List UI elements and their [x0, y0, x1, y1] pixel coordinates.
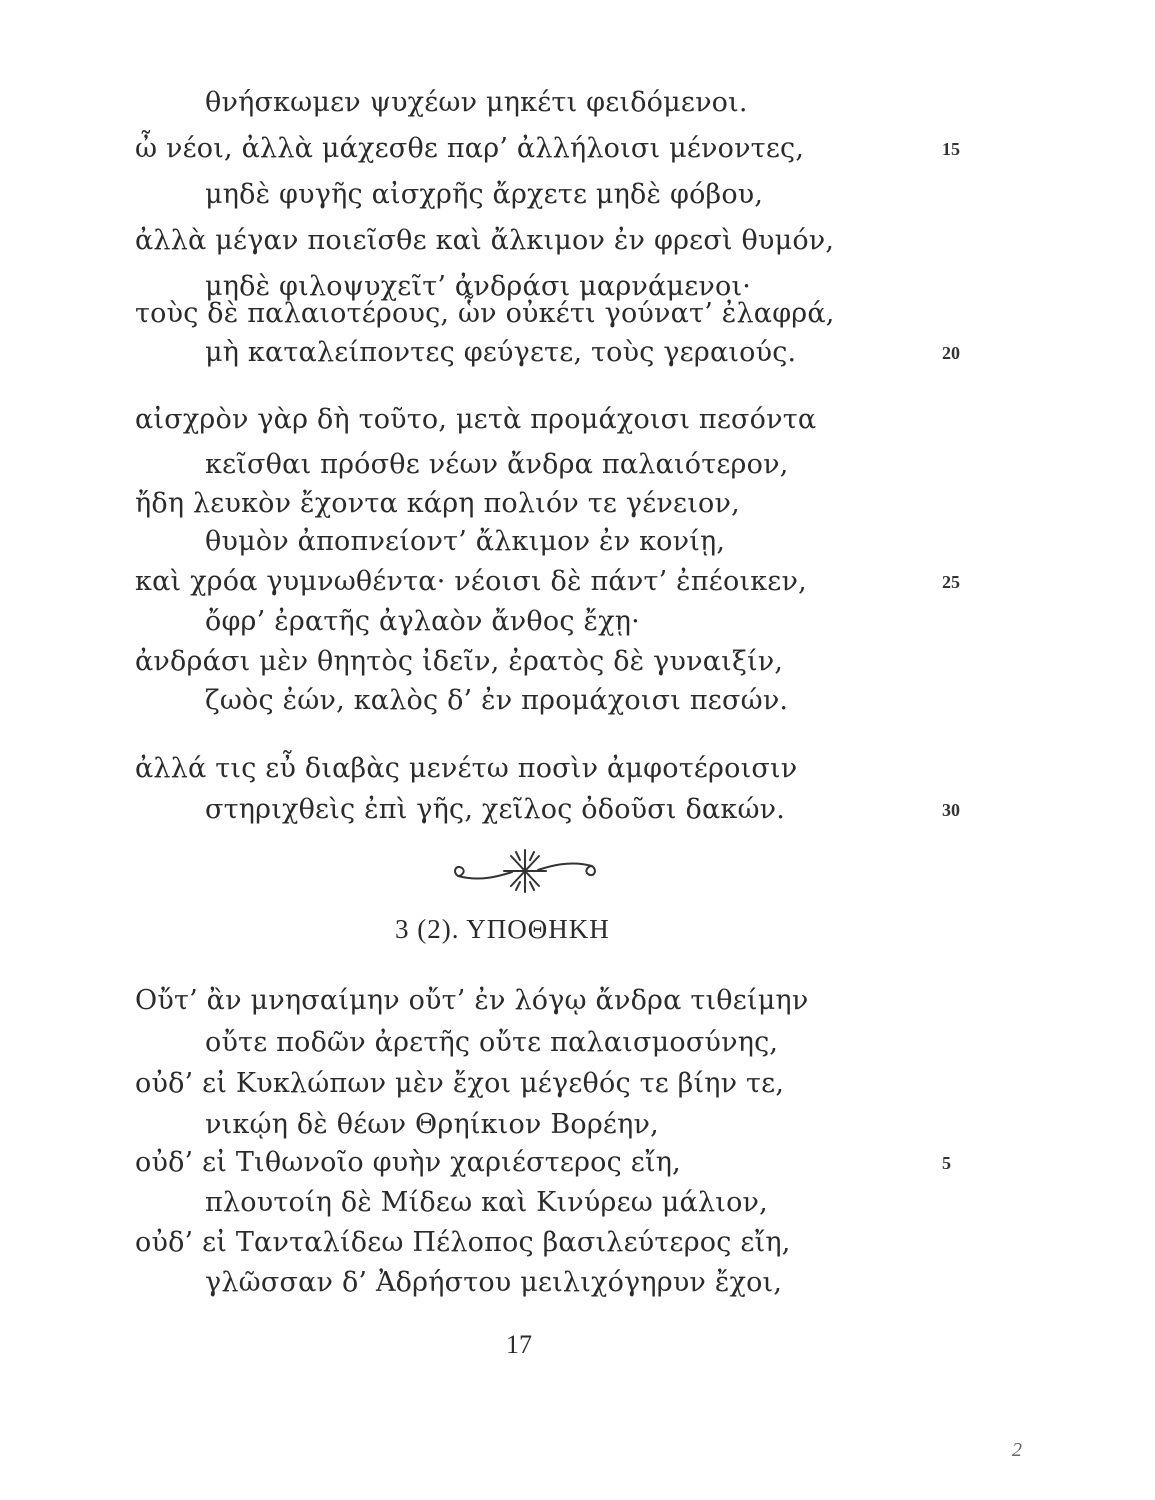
line-number: 15	[942, 139, 960, 159]
signature-mark: 2	[1012, 1439, 1022, 1461]
verse-line: τοὺς δὲ παλαιοτέρους, ὧν οὐκέτι γούνατ’ ἐλαφρά,	[135, 298, 835, 329]
verse-line: θνήσκωμεν ψυχέων μηκέτι φειδόμενοι.	[205, 87, 748, 118]
verse-line: ἀλλὰ μέγαν ποιεῖσθε καὶ ἄλκιμον ἐν φρεσὶ θυμόν,	[135, 225, 835, 256]
ornament-icon	[450, 846, 600, 896]
line-number: 5	[942, 1153, 951, 1173]
verse-line: πλουτοίη δὲ Μίδεω καὶ Κινύρεω μάλιον,	[205, 1187, 768, 1218]
line-number: 25	[942, 572, 960, 592]
line-number: 20	[942, 343, 960, 363]
verse-line: οὔτε ποδῶν ἀρετῆς οὔτε παλαισμοσύνης,	[205, 1027, 779, 1058]
verse-line: ἀλλά τις εὖ διαβὰς μενέτω ποσὶν ἀμφοτέροισιν	[135, 753, 798, 784]
verse-line: αἰσχρὸν γὰρ δὴ τοῦτο, μετὰ προμάχοισι πεσόντα	[135, 404, 817, 435]
verse-line: ὄφρ’ ἐρατῆς ἀγλαὸν ἄνθος ἔχῃ·	[205, 606, 640, 637]
page-number: 17	[506, 1330, 532, 1359]
verse-line: ἤδη λευκὸν ἔχοντα κάρη πολιόν τε γένειον,	[135, 488, 740, 519]
verse-line: ὦ νέοι, ἀλλὰ μάχεσθε παρ’ ἀλλήλοισι μένοντες,	[135, 133, 805, 164]
line-number: 30	[942, 800, 960, 820]
verse-line: μηδὲ φυγῆς αἰσχρῆς ἄρχετε μηδὲ φόβου,	[205, 179, 764, 210]
verse-line: στηριχθεὶς ἐπὶ γῆς, χεῖλος ὀδοῦσι δακών.	[205, 794, 786, 825]
verse-line: οὐδ’ εἰ Τιθωνοῖο φυὴν χαριέστερος εἴη,	[135, 1147, 681, 1178]
verse-line: οὐδ’ εἰ Κυκλώπων μὲν ἔχοι μέγεθός τε βίην τε,	[135, 1068, 785, 1099]
verse-line: νικῴη δὲ θέων Θρηίκιον Βορέην,	[205, 1109, 659, 1140]
verse-line: θυμὸν ἀποπνείοντ’ ἄλκιμον ἐν κονίῃ,	[205, 526, 726, 557]
verse-line: μὴ καταλείποντες φεύγετε, τοὺς γεραιούς.	[205, 337, 797, 368]
verse-line: μηδὲ φιλοψυχεῖτ’ ἀνδράσι μαρνάμενοι·	[205, 271, 752, 302]
verse-line: οὐδ’ εἰ Τανταλίδεω Πέλοπος βασιλεύτερος εἴη,	[135, 1227, 791, 1258]
verse-line: κεῖσθαι πρόσθε νέων ἄνδρα παλαιότερον,	[205, 449, 789, 480]
poem-title: 3 (2). ΥΠΟΘΗΚΗ	[395, 914, 610, 944]
verse-line: καὶ χρόα γυμνωθέντα· νέοισι δὲ πάντ’ ἐπέοικεν,	[135, 566, 807, 597]
verse-line: γλῶσσαν δ’ Ἀδρήστου μειλιχόγηρυν ἔχοι,	[205, 1267, 783, 1298]
verse-line: ζωὸς ἐών, καλὸς δ’ ἐν προμάχοισι πεσών.	[205, 685, 789, 716]
verse-line: Οὔτ’ ἂν μνησαίμην οὔτ’ ἐν λόγῳ ἄνδρα τιθείμην	[135, 985, 809, 1016]
verse-line: ἀνδράσι μὲν θηητὸς ἰδεῖν, ἐρατὸς δὲ γυναιξίν,	[135, 646, 784, 677]
